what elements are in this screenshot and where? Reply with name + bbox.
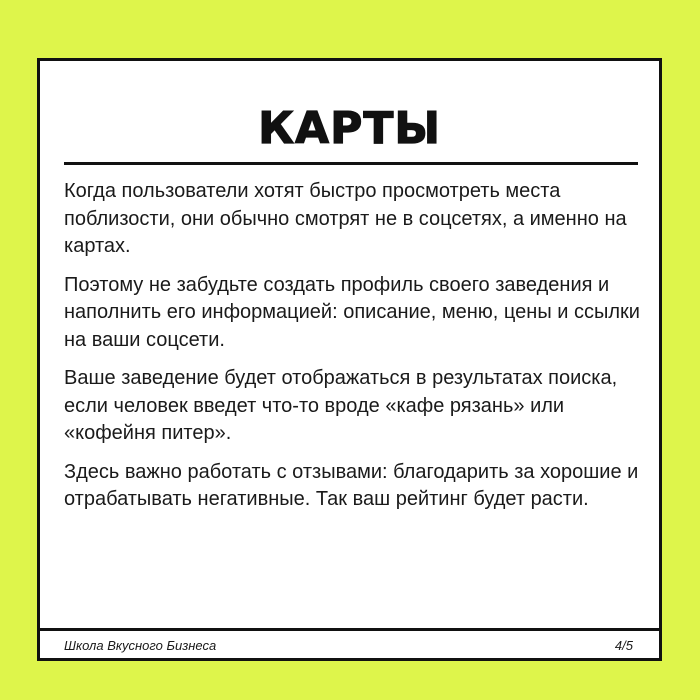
footer-divider [40,628,659,631]
paragraph-1: Когда пользователи хотят быстро просмотреть места поблизости, они обычно смотрят не в соцсетях, а именно на картах. [64,180,627,257]
footer-brand: Школа Вкусного Бизнеса [64,638,217,653]
paragraph-2: Поэтому не забудьте создать профиль своего заведения и наполнить его информацией: описание, меню, цены и ссылки на ваши соцсети. [64,273,640,351]
content-card [37,58,662,661]
title-divider [64,162,638,165]
paragraph-3: Ваше заведение будет отображаться в результатах поиска, если человек введет что-то вроде «кафе рязань» или «кофейня питер». [64,367,618,444]
card-body [64,178,644,525]
card-title: КАРТЫ [258,103,441,154]
paragraph-4: Здесь важно работать с отзывами: благодарить за хорошие и отрабатывать негативные. Так ваш рейтинг будет расти. [64,460,639,510]
page-indicator: 4/5 [614,638,633,653]
